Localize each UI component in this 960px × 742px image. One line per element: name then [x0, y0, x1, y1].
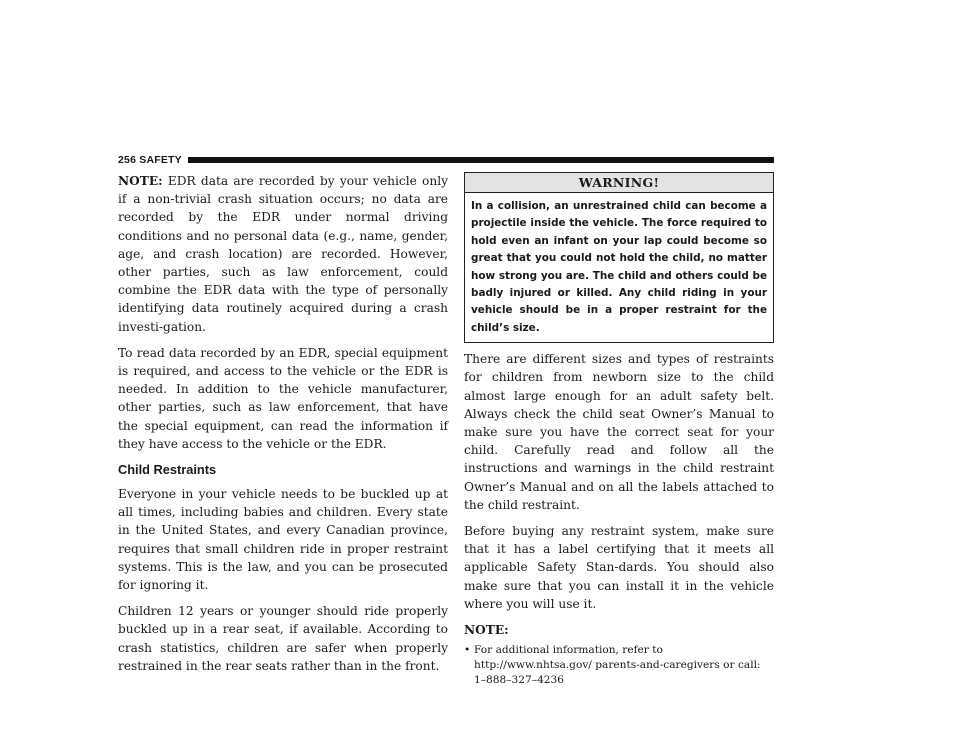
rear-seat-paragraph: Children 12 years or younger should ride properly buckled up in a rear seat, if available. According to crash statistics, children are safer when properly restrained in the rear seats rather than in the front. — [118, 604, 448, 673]
warning-text: In a collision, an unrestrained child can become a projectile inside the vehicle. The force required to hold even an infant on your lap could become so great that you could not hold the child, no matter how strong you are. The child and others could be badly injured or killed. Any child riding in your vehicle should be in a proper restraint for the child’s size. — [471, 200, 767, 334]
buckle-up-paragraph: Everyone in your vehicle needs to be buckled up at all times, including babies and children. Every state in the United States, and every Canadian province, requires that small children ride in proper restraint systems. This is the law, and you can be prosecuted for ignoring it. — [118, 487, 448, 593]
edr-note-paragraph — [118, 172, 448, 336]
note-label-right: NOTE: — [464, 623, 509, 638]
bullet-icon: • — [464, 644, 471, 657]
restraint-types-paragraph: There are different sizes and types of restraints for children from newborn size to the child almost large enough for an adult safety belt. Always check the child seat Owner’s Manual to make sure you have the correct seat for your child. Carefully read and follow all the instructions and warnings in the child restraint Owner’s Manual and on all the labels attached to the child restraint. — [464, 352, 774, 512]
page-number-label: 256 SAFETY — [118, 154, 182, 166]
info-bullet — [464, 643, 774, 688]
left-column — [118, 172, 448, 683]
page-header — [118, 154, 774, 166]
edr-read-paragraph: To read data recorded by an EDR, special equipment is required, and access to the vehicle or the EDR is needed. In addition to the vehicle manufacturer, other parties, such as law enforcement, that have the special equipment, can read the information if they have access to the vehicle or the EDR. — [118, 345, 448, 451]
header-rule — [188, 157, 774, 163]
right-column — [464, 172, 774, 688]
warning-box — [464, 172, 774, 343]
note-label: NOTE: — [118, 174, 163, 188]
info-bullet-text: For additional information, refer to http://www.nhtsa.gov/ parents-and-caregivers or call: 1–888–327–4236 — [474, 644, 761, 687]
warning-title: WARNING! — [465, 173, 773, 193]
section-heading: Child Restraints — [118, 462, 217, 478]
edr-note-text: EDR data are recorded by your vehicle only if a non-trivial crash situation occurs; no data are recorded by the EDR under normal driving conditions and no personal data (e.g., name, gender, age, and crash location) are recorded. However, other parties, such as law enforcement, could combine the EDR data with the type of personally identifying data routinely acquired during a crash investi-gation. — [118, 174, 448, 334]
buying-paragraph: Before buying any restraint system, make sure that it has a label certifying that it meets all applicable Safety Stan-dards. You should also make sure that you can install it in the vehicle where you will use it. — [464, 524, 774, 611]
